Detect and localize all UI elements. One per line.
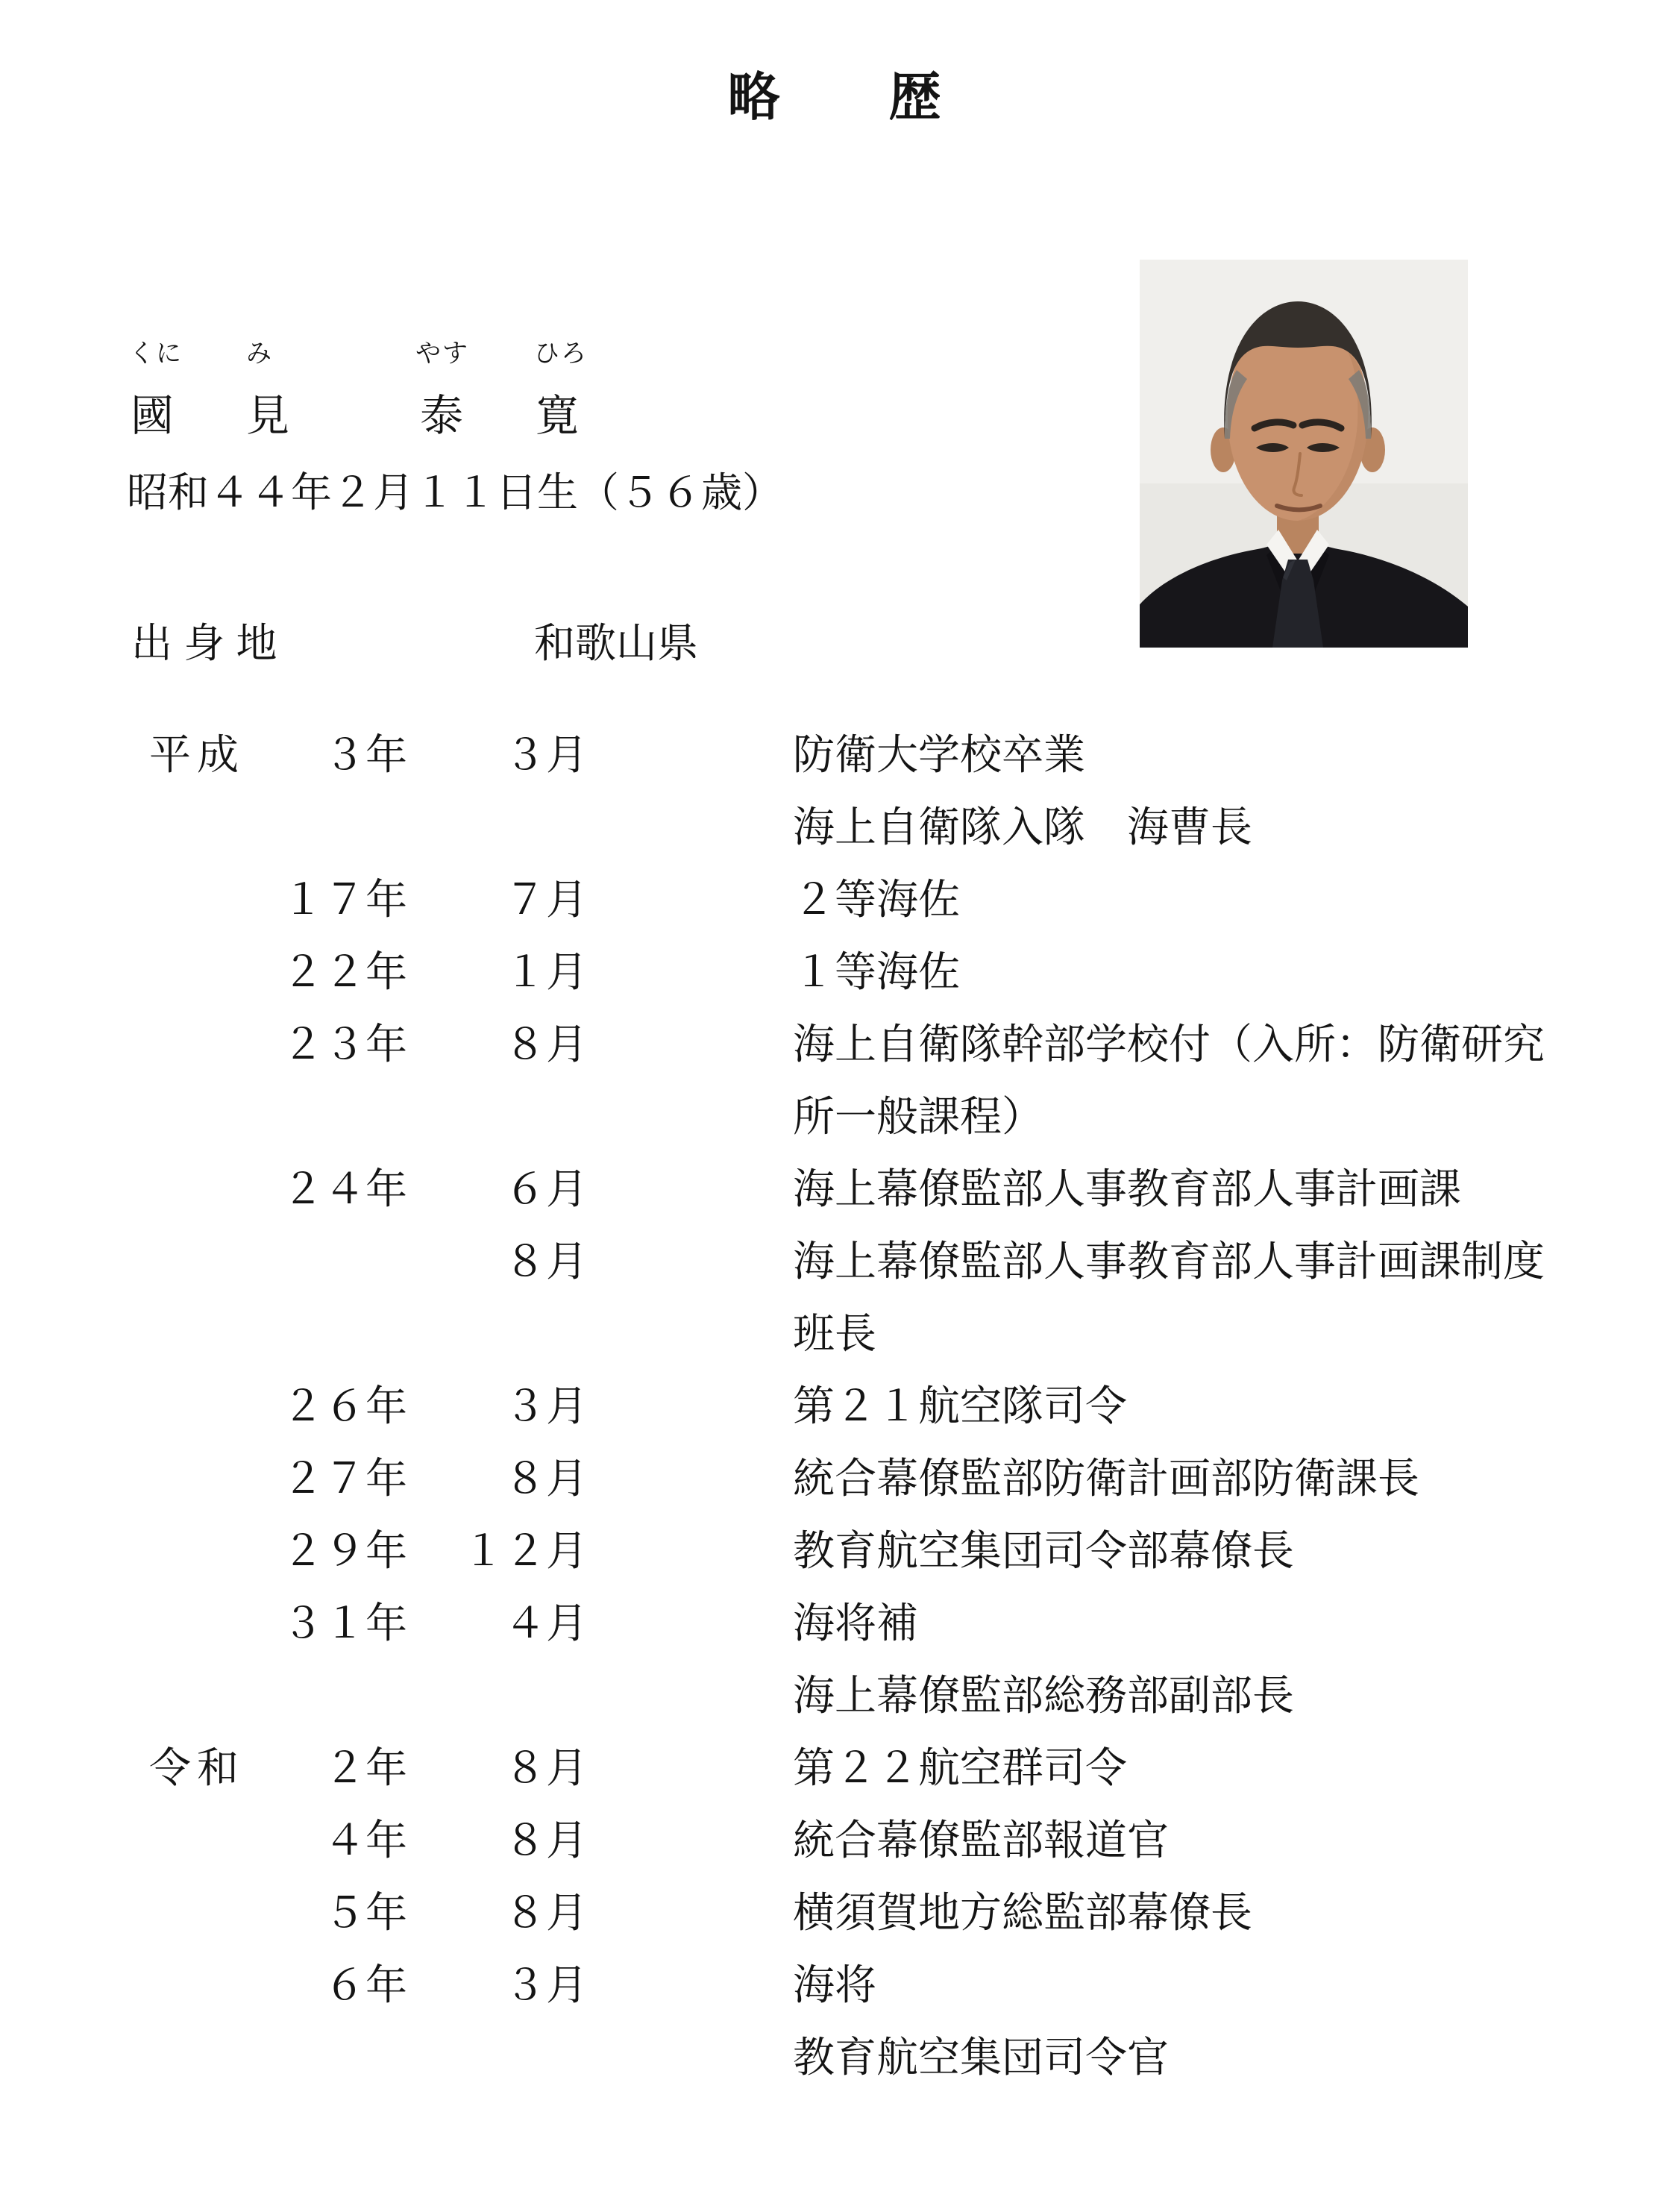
history-description: 海上幕僚監部人事教育部人事計画課制度 [793, 1238, 1545, 1285]
history-description: 海上幕僚監部総務部副部長 [793, 1672, 1294, 1719]
history-row [0, 1602, 1670, 1674]
history-description: 統合幕僚監部防衛計画部防衛課長 [793, 1455, 1419, 1502]
history-row [0, 1095, 1670, 1168]
history-year: １７年 [282, 876, 407, 923]
history-month: ８月 [504, 1238, 588, 1285]
history-month: １月 [504, 948, 588, 995]
furigana-family-1: くに [129, 339, 183, 368]
history-description: 統合幕僚監部報道官 [793, 1817, 1169, 1864]
history-row [0, 950, 1670, 1023]
history-era: 平成 [149, 731, 245, 778]
history-year: ３１年 [282, 1600, 407, 1647]
history-year: ２３年 [282, 1021, 407, 1068]
history-month: １２月 [462, 1527, 588, 1574]
portrait-photo-illustration [1140, 260, 1468, 648]
furigana-given-2: ひろ [534, 339, 588, 368]
history-year: ６年 [324, 1961, 407, 2008]
history-description: 第２２航空群司令 [793, 1744, 1127, 1791]
name-given-1: 泰 [420, 392, 464, 440]
history-year: ２４年 [282, 1165, 407, 1212]
name-family-1: 國 [131, 392, 175, 440]
history-row [0, 1023, 1670, 1095]
history-year: ３年 [324, 731, 407, 778]
history-row [0, 1819, 1670, 1891]
birthplace-label: 出 身 地 [131, 620, 277, 666]
history-row [0, 1165, 1670, 1240]
history-year: ２６年 [282, 1382, 407, 1429]
history-month: ３月 [504, 1961, 588, 2008]
history-row [0, 803, 1670, 878]
birthdate-text: 昭和４４年２月１１日生（５６歳） [127, 469, 784, 516]
history-row [0, 1891, 1670, 1964]
history-year: ５年 [324, 1889, 407, 1936]
history-row [0, 1457, 1670, 1529]
furigana-given-1: やす [415, 339, 469, 368]
history-row [0, 1746, 1670, 1819]
history-row [0, 1961, 1670, 2036]
history-description: 海上自衛隊幹部学校付（入所：防衛研究 [793, 1021, 1545, 1068]
birthplace-value: 和歌山県 [534, 620, 699, 666]
history-row [0, 733, 1670, 806]
history-year: ２年 [324, 1744, 407, 1791]
history-description: 海将補 [793, 1600, 918, 1647]
history-year: ２９年 [282, 1527, 407, 1574]
history-month: ６月 [504, 1165, 588, 1212]
history-description: 所一般課程） [793, 1093, 1043, 1140]
furigana-family-2: み [246, 339, 273, 368]
history-row [0, 1240, 1670, 1312]
history-era: 令和 [149, 1744, 245, 1791]
history-description: １等海佐 [793, 948, 960, 995]
history-month: ８月 [504, 1744, 588, 1791]
history-description: 横須賀地方総監部幕僚長 [793, 1889, 1252, 1936]
history-row [0, 1674, 1670, 1746]
history-description: 防衛大学校卒業 [793, 731, 1085, 778]
history-description: ２等海佐 [793, 876, 960, 923]
history-month: ８月 [504, 1021, 588, 1068]
history-row [0, 1312, 1670, 1385]
history-month: ３月 [504, 1382, 588, 1429]
history-description: 教育航空集団司令部幕僚長 [793, 1527, 1294, 1574]
history-month: ４月 [504, 1600, 588, 1647]
history-month: ８月 [504, 1889, 588, 1936]
history-month: ８月 [504, 1455, 588, 1502]
history-description: 海将 [793, 1961, 876, 2008]
history-month: ８月 [504, 1817, 588, 1864]
history-row [0, 1382, 1670, 1457]
history-description: 海上自衛隊入隊 海曹長 [793, 803, 1252, 850]
history-year: ４年 [324, 1817, 407, 1864]
history-description: 第２１航空隊司令 [793, 1382, 1127, 1429]
history-month: ７月 [504, 876, 588, 923]
history-row [0, 1529, 1670, 1602]
history-description: 班長 [793, 1310, 876, 1357]
history-year: ２７年 [282, 1455, 407, 1502]
name-family-2: 見 [246, 392, 290, 440]
history-description: 教育航空集団司令官 [793, 2034, 1169, 2081]
portrait-photo [1140, 260, 1468, 648]
page-title: 略 歴 [727, 68, 943, 126]
history-row [0, 2036, 1670, 2108]
history-month: ３月 [504, 731, 588, 778]
history-description: 海上幕僚監部人事教育部人事計画課 [793, 1165, 1461, 1212]
history-year: ２２年 [282, 948, 407, 995]
history-row [0, 878, 1670, 950]
name-given-2: 寛 [536, 392, 580, 440]
